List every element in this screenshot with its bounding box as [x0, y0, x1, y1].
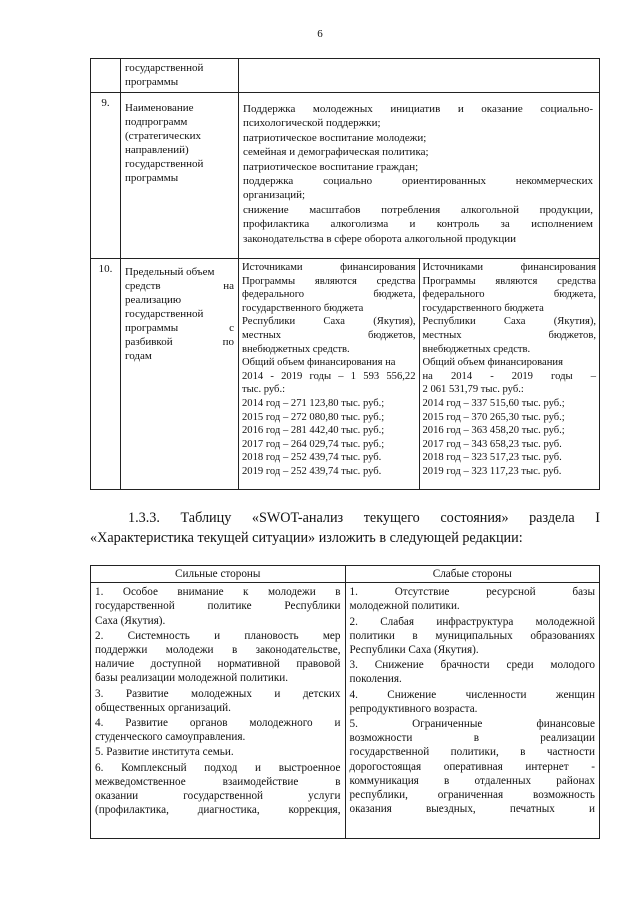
financing-new-version: Источниками финансирования Программы являются средства федерального бюджета, государственного бюджета Республики Саха (Якутия), местных бюджетов, внебюджетных средств. Общий объем финансирования на 2014 - 2019 годы – 2 061 531,79 тыс. руб.: 2014 год – 337 515,60 тыс. руб.; 2015 год – 370 265,30 тыс. руб.; 2016 год – 363 458,20 тыс. руб.; 2017 год – 343 658,23 тыс. руб. 2018 год – 323 517,23 тыс. руб. 2019 год – 323 117,23 тыс. руб.	[419, 259, 600, 489]
row-label: Предельный объем средств на реализацию государственной программы с разбивкой по годам	[121, 259, 239, 490]
strengths-header: Сильные стороны	[91, 566, 346, 583]
list-item: 4. Развитие органов молодежного и студенческого самоуправления.	[95, 717, 341, 744]
row-label: государственной программы	[121, 59, 239, 93]
row-label: Наименование подпрограмм (стратегических направлений) государственной программы	[121, 93, 239, 259]
list-item: 3. Развитие молодежных и детских общественных организаций.	[95, 687, 341, 714]
table-header-row	[91, 566, 600, 583]
table-row	[91, 259, 600, 490]
list-item: 5. Ограниченные финансовые возможности в реализации государственной политики, в частности дорогостоящая оперативная интернет - коммуникация в отдаленных районах республики, ограниченная возможность оказания выездных, печатных и	[349, 718, 595, 816]
swot-table	[90, 565, 600, 839]
amendment-paragraph: 1.3.3. Таблицу «SWOT-анализ текущего состояния» раздела I «Характеристика текущей ситуации» изложить в следующей редакции:	[90, 510, 600, 546]
page-number: 6	[317, 28, 323, 40]
list-item: 5. Развитие института семьи.	[95, 746, 234, 759]
weaknesses-list	[345, 583, 600, 839]
program-passport-table	[90, 58, 600, 490]
table-row	[91, 59, 600, 93]
row-number: 9.	[91, 93, 121, 259]
row-number: 10.	[91, 259, 121, 490]
list-item: 3. Снижение брачности среди молодого поколения.	[349, 659, 595, 686]
weaknesses-header: Слабые стороны	[345, 566, 600, 583]
table-row	[91, 583, 600, 839]
list-item: 2. Слабая инфраструктура молодежной политики в муниципальных образованиях Республики Саха (Якутия).	[349, 615, 595, 657]
list-item: 6. Комплексный подход и выстроенное межведомственное взаимодействие в оказании государственной услуги (профилактика, диагностика, коррекция,	[95, 761, 341, 817]
list-item: 1. Отсутствие ресурсной базы молодежной политики.	[349, 586, 595, 613]
strengths-list	[91, 583, 346, 839]
list-item: 2. Системность и плановость мер поддержки молодежи в законодательстве, наличие доступной нормативной правовой базы реализации молодежной политики.	[95, 629, 341, 685]
financing-old-version: Источниками финансирования Программы являются средства федерального бюджета, государственного бюджета Республики Саха (Якутия), местных бюджетов, внебюджетных средств. Общий объем финансирования на 2014 - 2019 годы – 1 593 556,22 тыс. руб.: 2014 год – 271 123,80 тыс. руб.; 2015 год – 272 080,80 тыс. руб.; 2016 год – 281 442,40 тыс. руб.; 2017 год – 264 029,74 тыс. руб.; 2018 год – 252 439,74 тыс. руб. 2019 год – 252 439,74 тыс. руб.	[242, 262, 416, 477]
table-row	[91, 93, 600, 259]
subprograms-list: Поддержка молодежных инициатив и оказание социально- психологической поддержки; патриотическое воспитание молодежи; семейная и демографическая политика; патриотическое воспитание граждан; поддержка социально ориентированных некоммерческих организаций; снижение масштабов потребления алкогольной продукции, профилактика алкоголизма и контроль за исполнением законодательства в сфере оборота алкогольной продукции	[239, 93, 600, 259]
list-item: 4. Снижение численности женщин репродуктивного возраста.	[349, 688, 595, 715]
list-item: 1. Особое внимание к молодежи в государственной политике Республики Саха (Якутия).	[95, 586, 341, 627]
financing-cell	[239, 259, 600, 490]
